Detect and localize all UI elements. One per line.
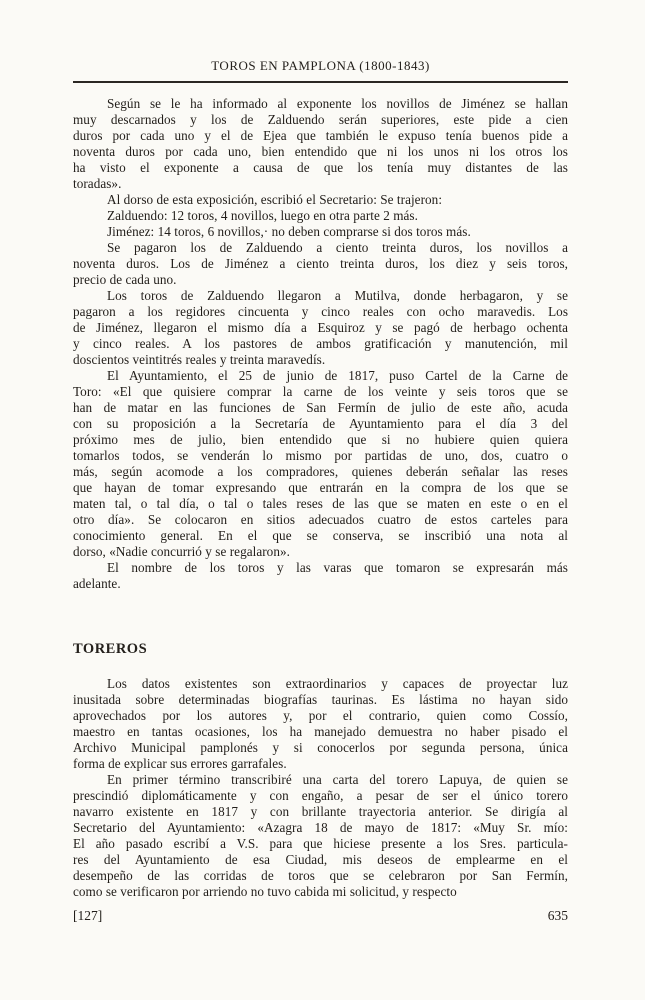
folio-bracket-number: [127] (73, 908, 103, 923)
text-line: conocimiento general. En el que se conserva, se inscribió una nota al (73, 528, 568, 543)
text-line: más, según acomode a los compradores, quienes deberán señalar las reses (73, 464, 568, 479)
paragraph (73, 208, 568, 224)
text-line: Toro: «El que quisiere comprar la carne de los veinte y seis toros que se (73, 384, 568, 399)
paragraph (73, 192, 568, 208)
text-line: Jiménez: 14 toros, 6 novillos,· no deben comprarse si dos toros más. (107, 224, 471, 239)
paragraph (73, 560, 568, 592)
paragraph (73, 288, 568, 368)
text-line: con su proposición a la Secretaría de Ayuntamiento para el día 3 del (73, 416, 568, 431)
text-line: Secretario del Ayuntamiento: «Azagra 18 de mayo de 1817: «Muy Sr. mío: (73, 820, 568, 835)
page-footer (73, 908, 568, 924)
text-line: otro día». Se colocaron en sitios adecuados cuatro de estos carteles para (73, 512, 568, 527)
text-line: En primer término transcribiré una carta del torero Lapuya, de quien se (107, 772, 568, 787)
text-line: maten tal, o tal día, o tal o tales reses de las que se maten en este o en el (73, 496, 568, 511)
intro-body (73, 96, 568, 592)
paragraph (73, 772, 568, 900)
text-line: adelante. (73, 576, 121, 591)
text-line: Al dorso de esta exposición, escribió el Secretario: Se trajeron: (107, 192, 443, 207)
text-line: toradas». (73, 176, 122, 191)
text-line: res del Ayuntamiento de esa Ciudad, mis deseos de emplearme en el (73, 852, 568, 867)
text-line: Según se le ha informado al exponente los novillos de Jiménez se hallan (107, 96, 568, 111)
text-line: noventa duros por cada uno, bien entendido que ni los unos ni los otros los (73, 144, 568, 159)
text-line: próximo mes de julio, bien entendido que si no hubiere quien quiera (73, 432, 568, 447)
section-heading-toreros: TOREROS (73, 641, 148, 657)
text-line: y cinco reales. A los pastores de ambos gratificación y manutención, mil (73, 336, 568, 351)
paragraph (73, 368, 568, 560)
text-line: noventa duros. Los de Jiménez a ciento treinta duros, los diez y seis toros, (73, 256, 568, 271)
text-line: Archivo Municipal pamplonés y si conocerlos por segunda persona, única (73, 740, 568, 755)
text-line: tomarlos todos, se venderán lo mismo por partidas de uno, dos, cuatro o (73, 448, 568, 463)
text-line: El nombre de los toros y las varas que tomaron se expresarán más (107, 560, 568, 575)
running-head: TOROS EN PAMPLONA (1800-1843) (73, 59, 568, 83)
paragraph (73, 224, 568, 240)
text-line: navarro existente en 1817 y con brillante trayectoria anterior. Se dirigía al (73, 804, 568, 819)
paragraph (73, 96, 568, 192)
text-line: de Jiménez, llegaron el mismo día a Esquiroz y se pagó de herbago ochenta (73, 320, 568, 335)
page-number: 635 (547, 908, 568, 923)
text-line: ha visto el exponente a causa de que los tenía muy distantes de las (73, 160, 568, 175)
text-line: Los toros de Zalduendo llegaron a Mutilva, donde herbagaron, y se (107, 288, 568, 303)
text-line: inusitada sobre determinadas biografías taurinas. Es lástima no hayan sido (73, 692, 568, 707)
text-line: dorso, «Nadie concurrió y se regalaron». (73, 544, 290, 559)
text-line: han de matar en las funciones de San Fermín de julio de este año, acuda (73, 400, 568, 415)
text-line: que hayan de tomar expresando que entrarán en la compra de los que se (73, 480, 568, 495)
text-line: muy descarnados y los de Zalduendo serán superiores, este pide a cien (73, 112, 568, 127)
text-line: El año pasado escribí a V.S. para que hiciese presente a los Sres. particula- (73, 836, 568, 851)
text-line: maestro en tantas ocasiones, los ha manejado demuestra no haber pisado el (73, 724, 568, 739)
text-line: forma de explicar sus errores garrafales. (73, 756, 287, 771)
text-line: Se pagaron los de Zalduendo a ciento treinta duros, los novillos a (107, 240, 568, 255)
text-line: duros por cada uno y el de Ejea que también le expuso tenía buenos pide a (73, 128, 568, 143)
text-line: El Ayuntamiento, el 25 de junio de 1817, puso Cartel de la Carne de (107, 368, 568, 383)
paragraph (73, 240, 568, 288)
text-line: como se verificaron por arriendo no tuvo cabida mi solicitud, y respecto (73, 884, 457, 899)
text-line: aprovechados por los autores y, por el contrario, quien como Cossío, (73, 708, 568, 723)
text-line: Zalduendo: 12 toros, 4 novillos, luego en otra parte 2 más. (107, 208, 418, 223)
text-line: doscientos veintitrés reales y treinta maravedís. (73, 352, 326, 367)
paragraph (73, 676, 568, 772)
text-line: Los datos existentes son extraordinarios y capaces de proyectar luz (107, 676, 568, 691)
text-line: precio de cada uno. (73, 272, 177, 287)
text-line: prescindió diplomáticamente y con engaño, a pesar de ser el único torero (73, 788, 568, 803)
text-line: pagaron a los regidores cincuenta y cinco reales con ocho maravedis. Los (73, 304, 568, 319)
text-line: desempeño de las corridas de toros que se celebraron por San Fermín, (73, 868, 568, 883)
toreros-body (73, 676, 568, 900)
text-block (73, 59, 568, 924)
